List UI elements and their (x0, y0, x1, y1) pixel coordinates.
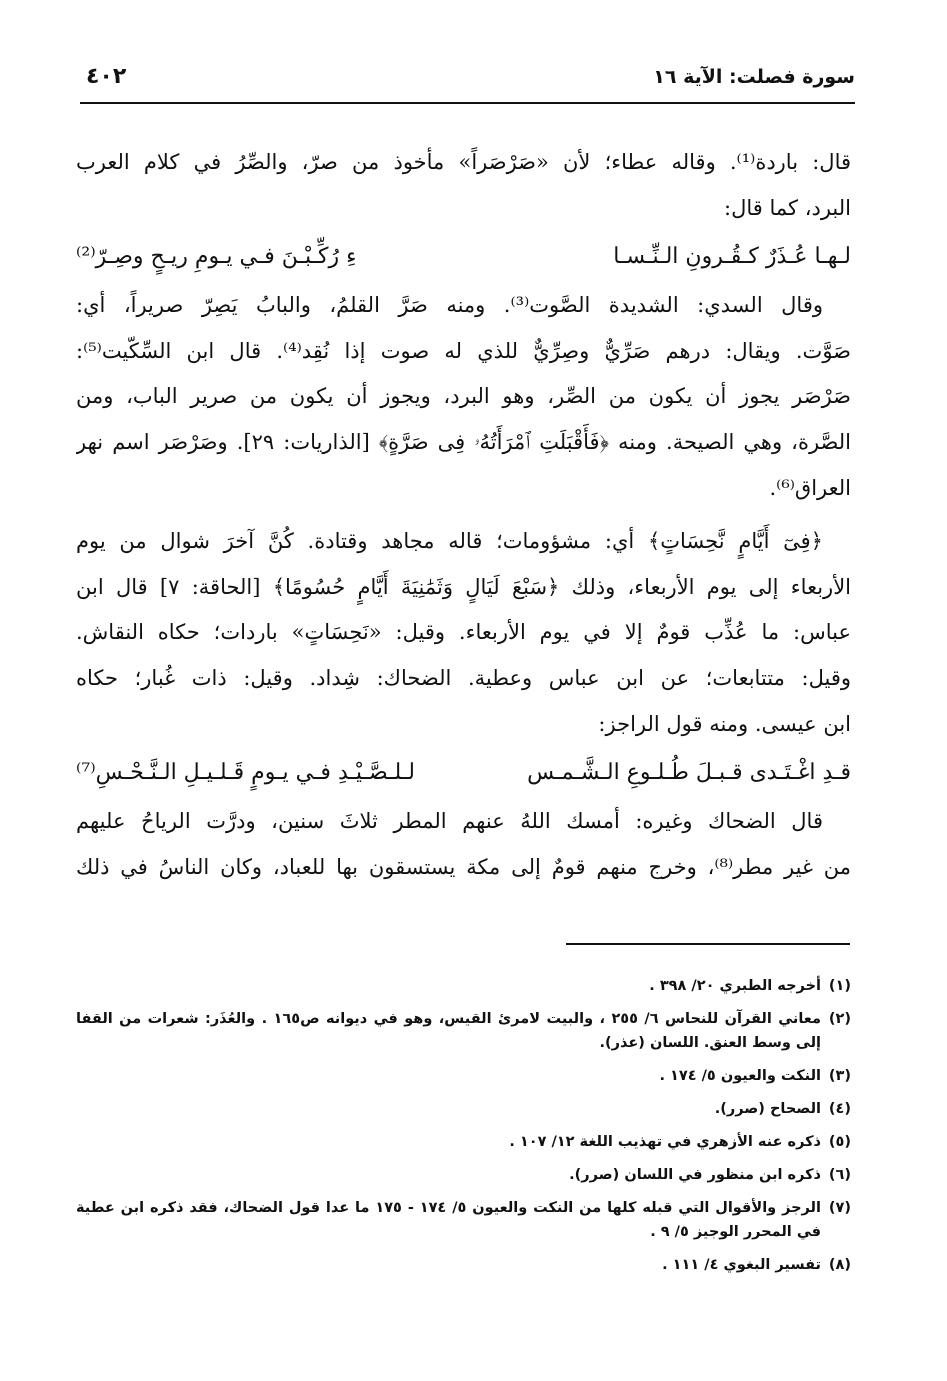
verse-hemistich: قـدِ اغْـتَـدى قـبـلَ طُـلـوعِ الـشَّـمـس (527, 760, 851, 786)
footnotes (76, 974, 851, 1286)
footnote-text: ذكره عنه الأزهري في تهذيب اللغة ١٢/ ١٠٧ . (509, 1134, 821, 1150)
running-title: سورة فصلت: الآية ١٦ (653, 66, 855, 88)
footnote-number: (٤) (828, 1101, 851, 1117)
page-number: ٤٠٢ (86, 64, 127, 89)
footnote-number: (٥) (828, 1134, 851, 1150)
footnote-separator (566, 943, 850, 945)
verse-line (76, 747, 851, 799)
footnote-text: الرجز والأقوال التي قبله كلها من النكت والعيون ٥/ ١٧٤ - ١٧٥ ما عدا قول الضحاك، فقد ذكره ابن عطية في المحرر الوجيز ٥/ ٩ . (76, 1200, 821, 1240)
verse-line (76, 231, 851, 283)
footnote-text: معاني القرآن للنحاس ٦/ ٢٥٥ ، والبيت لامرئ القيس، وهو في ديوانه ص١٦٥ . والعُذَر: شعرات من القفا إلى وسط العنق. اللسان (عذر). (76, 1011, 821, 1051)
footnote-number: (٢) (828, 1011, 851, 1027)
page-header (80, 62, 855, 104)
text-line: وقال السدي: الشديدة الصَّوت⁽³⁾. ومنه صَرَّ القلمُ، والبابُ يَصِرّ صريراً، أي: (76, 293, 824, 318)
text-line: العراق⁽⁶⁾. (769, 475, 851, 500)
footnote-number: (٦) (828, 1167, 851, 1183)
footnote-number: (١) (828, 978, 851, 994)
text-line: الصَّرة، وهي الصيحة. ومنه ﴿فَأَقْبَلَتِ ٱمْرَأَتُهُۥ فِى صَرَّةٍ﴾ [الذاريات: ٢٩]. وصَرْصَر اسم نهر (76, 429, 851, 454)
footnote (76, 1163, 851, 1187)
text-line: قال: باردة⁽¹⁾. وقاله عطاء؛ لأن «صَرْصَراً» مأخوذ من صرّ، والصِّرُ في كلام العرب (76, 150, 851, 174)
footnote-number: (٣) (828, 1068, 851, 1084)
text-line: عباس: ما عُذِّب قومٌ إلا في يوم الأربعاء. وقيل: «نَحِسَاتٍ» باردات؛ حكاه النقاش. (76, 620, 851, 645)
text-line: صَوَّت. ويقال: درهم صَرِّيٌّ وصِرِّيٌّ للذي له صوت إذا نُقِد⁽⁴⁾. قال ابن السِّكّيت⁽⁵⁾: (76, 338, 851, 363)
footnote (76, 1064, 851, 1088)
text-line: صَرْصَر يجوز أن يكون من الصِّر، وهو البرد، ويجوز أن يكون من صرير الباب، ومن (76, 384, 851, 409)
footnote-text: ذكره ابن منظور في اللسان (صرر). (569, 1167, 821, 1183)
footnote (76, 1253, 851, 1277)
text-line: قال الضحاك وغيره: أمسك اللهُ عنهم المطر ثلاثَ سنين، ودرَّت الرياحُ عليهم (76, 809, 823, 834)
text-line: البرد، كما قال: (724, 195, 851, 220)
footnote (76, 1130, 851, 1154)
verse-hemistich: ءِ رُكِّـبْـنَ فـي يـومِ ريـحٍ وصِـرّ⁽²⁾ (76, 244, 357, 270)
text-line: من غير مطر⁽⁸⁾، وخرج منهم قومٌ إلى مكة يستسقون بها للعباد، وكان الناسُ في ذلك (76, 854, 851, 879)
footnote-text: الصحاح (صرر). (714, 1101, 821, 1117)
footnote-number: (٧) (828, 1200, 851, 1216)
text-line: ﴿فِىٓ أَيَّامٍ نَّحِسَاتٍ﴾ أي: مشؤومات؛ قاله مجاهد وقتادة. كُنَّ آخرَ شوال من يوم (76, 529, 823, 554)
footnote-number: (٨) (828, 1257, 851, 1273)
verse-hemistich: لـهـا عُـذَرٌ كـقُـرونِ الـنِّـسـا (613, 244, 851, 270)
footnote (76, 1007, 851, 1055)
footnote (76, 1097, 851, 1121)
footnote (76, 1196, 851, 1244)
verse-hemistich: لـلـصَّـيْـدِ فـي يـومٍ قَـلـيـلِ الـنَّـحْـسِ⁽⁷⁾ (76, 760, 415, 786)
text-line: وقيل: متتابعات؛ عن ابن عباس وعطية. الضحاك: شِداد. وقيل: ذات غُبار؛ حكاه (76, 665, 851, 690)
footnote (76, 974, 851, 998)
footnote-text: النكت والعيون ٥/ ١٧٤ . (659, 1068, 821, 1084)
text-line: الأربعاء إلى يوم الأربعاء، وذلك ﴿سَبْعَ لَيَالٍ وَثَمَٰنِيَةَ أَيَّامٍ حُسُومًا﴾ [الحاقة: ٧] قال ابن (76, 574, 851, 599)
text-line: ابن عيسى. ومنه قول الراجز: (598, 711, 851, 736)
footnote-text: أخرجه الطبري ٢٠/ ٣٩٨ . (649, 978, 821, 994)
main-text (76, 140, 851, 890)
footnote-text: تفسير البغوي ٤/ ١١١ . (662, 1257, 821, 1273)
